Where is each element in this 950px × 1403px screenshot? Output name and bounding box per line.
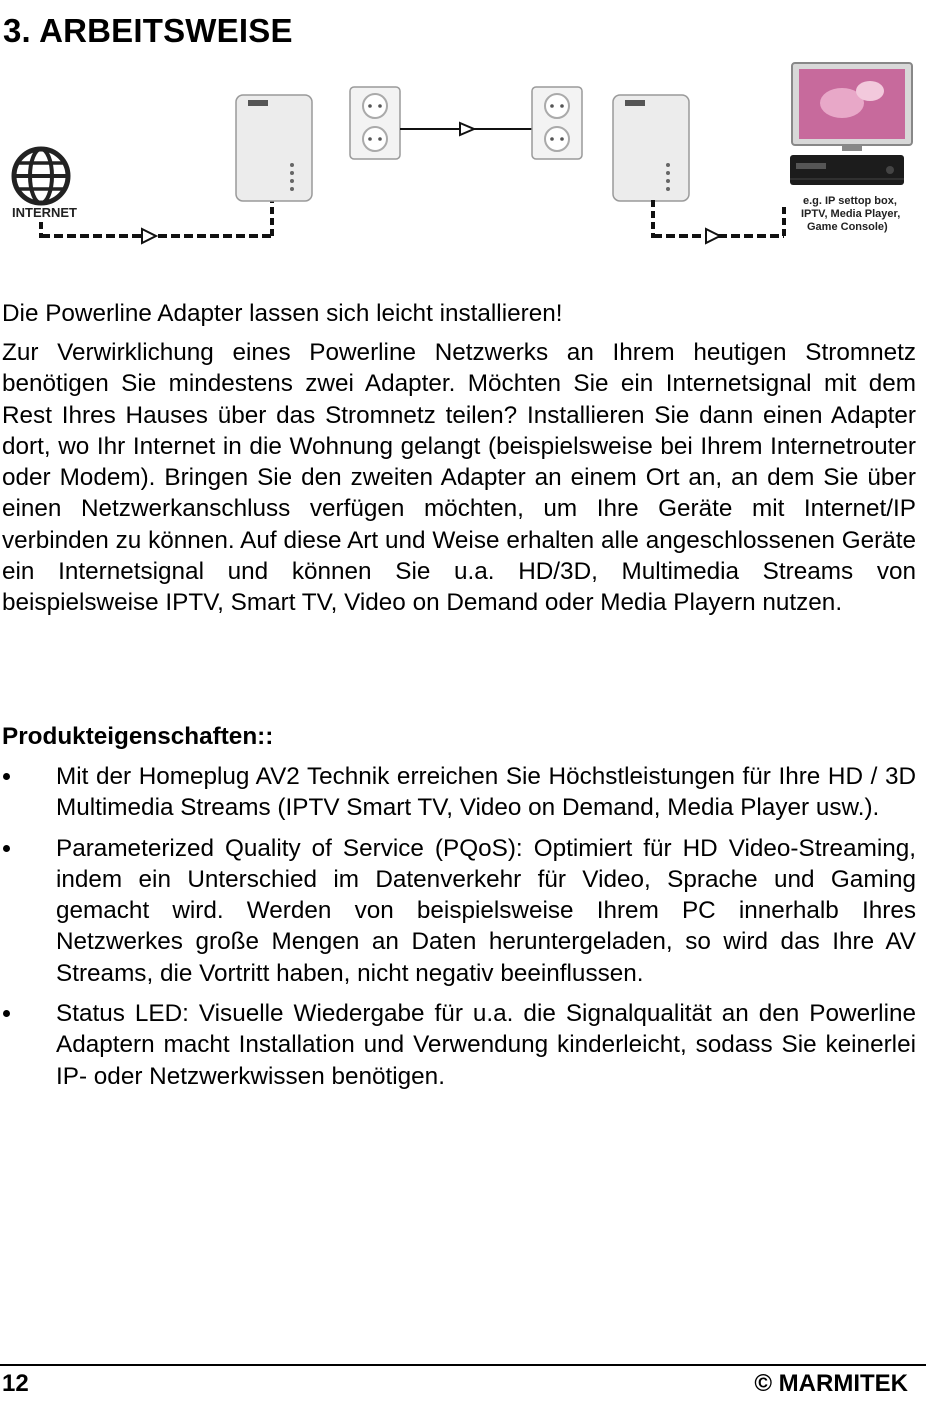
section-heading: 3. ARBEITSWEISE (3, 12, 293, 49)
device-label-line-1: e.g. IP settop box, (803, 195, 897, 207)
bullet-icon (3, 845, 10, 852)
list-item (0, 998, 916, 1092)
globe-icon (14, 149, 68, 203)
bullet-icon (3, 1010, 10, 1017)
wall-socket-1 (350, 87, 400, 159)
footer-divider (0, 1364, 926, 1366)
body-paragraph: Zur Verwirklichung eines Powerline Netzwerks an Ihrem heutigen Stromnetz benötigen Sie mindestens zwei Adapter. Möchten Sie ein Internetsignal mit dem Rest Ihres Hauses über das Stromnetz teilen? Installieren Sie dann einen Adapter dort, wo Ihr Internet in die Wohnung gelangt (beispielsweise bei Ihrem Internetrouter oder Modem). Bringen Sie den zweiten Adapter an einem Ort an, an dem Sie über einen Netzwerkanschluss verfügen möchten, um Ihre Geräte mit Internet/IP verbinden zu können. Auf diese Art und Weise erhalten alle angeschlossenen Geräte ein Internetsignal und können Sie u.a. HD/3D, Multimedia Streams von beispielsweise IPTV, Smart TV, Video on Demand oder Media Playern nutzen. (2, 339, 916, 617)
feature-text: Mit der Homeplug AV2 Technik erreichen Sie Höchstleistungen für Ihre HD / 3D Multimedia Streams (IPTV Smart TV, Video on Demand, Media Player usw.). (56, 763, 916, 822)
internet-label: INTERNET (12, 205, 77, 220)
ethernet-cable-2 (653, 200, 784, 238)
settop-box-icon (790, 155, 904, 185)
list-item (0, 833, 916, 989)
tv-icon (792, 63, 912, 151)
arrow-right-icon (706, 229, 720, 243)
device-label-line-2: IPTV, Media Player, (801, 208, 901, 220)
intro-sentence: Die Powerline Adapter lassen sich leicht installieren! (2, 300, 563, 327)
powerline-adapter-1 (236, 95, 312, 201)
powerline-adapter-2 (613, 95, 689, 201)
list-item (0, 761, 916, 824)
network-diagram (0, 55, 930, 255)
feature-text: Status LED: Visuelle Wiedergabe für u.a. die Signalqualität an den Powerline Adaptern macht Installation und Verwendung kinderleicht, sodass Sie keinerlei IP- oder Netzwerkwissen benötigen. (56, 1000, 916, 1090)
bullet-icon (3, 773, 10, 780)
brand-copyright: © MARMITEK (754, 1370, 908, 1397)
device-label-line-3: Game Console) (807, 221, 888, 233)
features-heading: Produkteigenschaften:: (2, 723, 274, 750)
page-number: 12 (2, 1370, 29, 1397)
arrow-right-icon (142, 229, 156, 243)
arrow-right-icon (460, 123, 474, 135)
features-list (0, 761, 916, 1101)
feature-text: Parameterized Quality of Service (PQoS): Optimiert für HD Video-Streaming, indem ein Unterschied im Datenverkehr für Video, Sprache und Gaming gemacht wird. Werden von beispielsweise Ihrem PC innerhalb Ihres Netzwerkes große Mengen an Daten heruntergeladen, so wird das Ihre AV Streams, die Vortritt haben, nicht negativ beeinflussen. (56, 834, 916, 987)
wall-socket-2 (532, 87, 582, 159)
